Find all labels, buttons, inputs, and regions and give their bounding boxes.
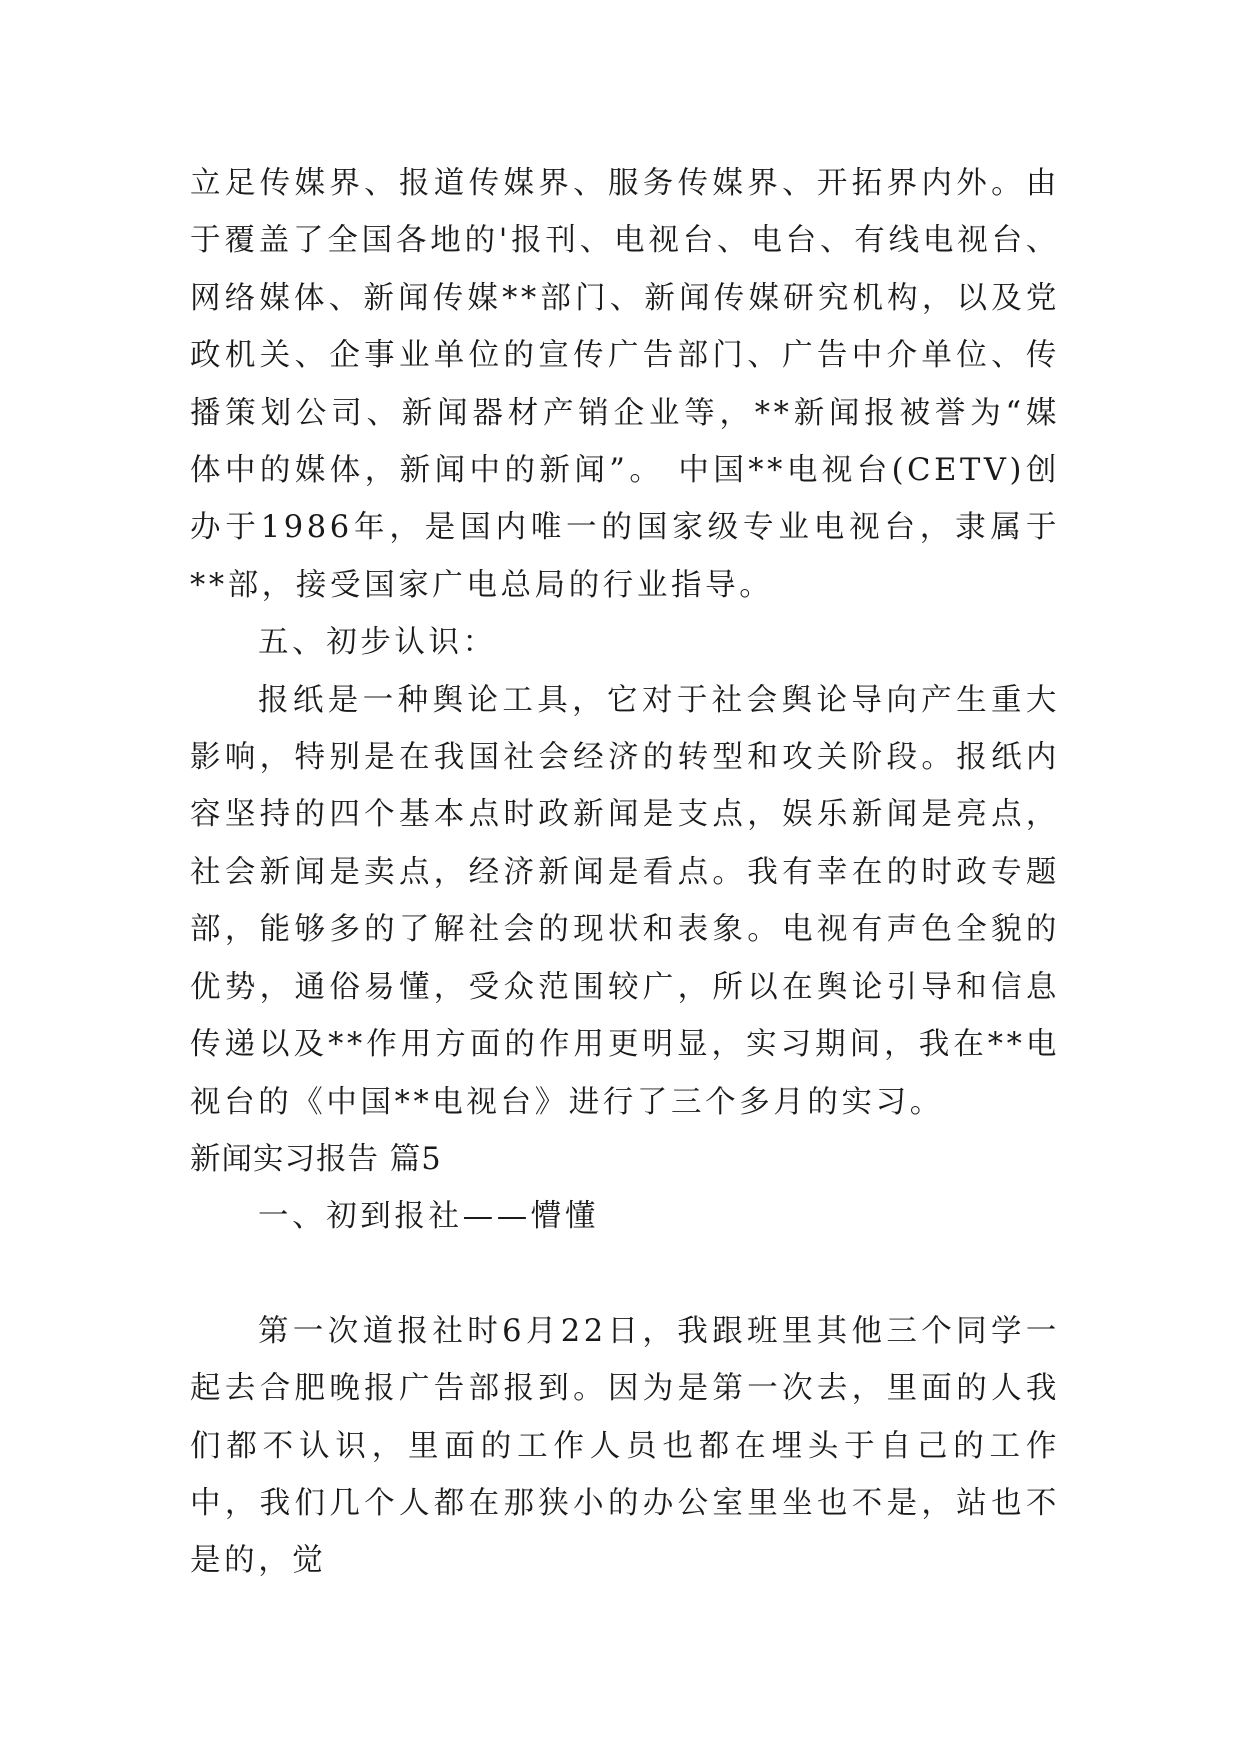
report-title-part-5: 新闻实习报告 篇5 bbox=[190, 1141, 442, 1177]
paragraph-first-day: 第一次道报社时6月22日，我跟班里其他三个同学一起去合肥晚报广告部报到。因为是第一次去，里面的人我们都不认识，里面的工作人员也都在埋头于自己的工作中，我们几个人都在那狭小的办公室里坐也不是，站也不是的，觉 bbox=[190, 1313, 1060, 1579]
document-body bbox=[190, 155, 1060, 1590]
paragraph-media-intro: 立足传媒界、报道传媒界、服务传媒界、开拓界内外。由于覆盖了全国各地的'报刊、电视台、电台、有线电视台、网络媒体、新闻传媒**部门、新闻传媒研究机构，以及党政机关、企事业单位的宣传广告部门、广告中介单位、传播策划公司、新闻器材产销企业等，**新闻报被誉为“媒体中的媒体，新闻中的新闻”。 中国**电视台(CETV)创办于1986年，是国内唯一的国家级专业电视台，隶属于**部，接受国家广电总局的行业指导。 bbox=[190, 166, 1060, 603]
section-heading-initial-understanding: 五、初步认识： bbox=[258, 625, 497, 661]
paragraph-newspaper-tool: 报纸是一种舆论工具，它对于社会舆论导向产生重大影响，特别是在我国社会经济的转型和攻关阶段。报纸内容坚持的四个基本点时政新闻是支点，娱乐新闻是亮点，社会新闻是卖点，经济新闻是看点。我有幸在的时政专题部，能够多的了解社会的现状和表象。电视有声色全貌的优势，通俗易懂，受众范围较广，所以在舆论引导和信息传递以及**作用方面的作用更明显，实习期间，我在**电视台的《中国**电视台》进行了三个多月的实习。 bbox=[190, 682, 1060, 1120]
section-heading-arrival: 一、初到报社——懵懂 bbox=[258, 1199, 599, 1235]
